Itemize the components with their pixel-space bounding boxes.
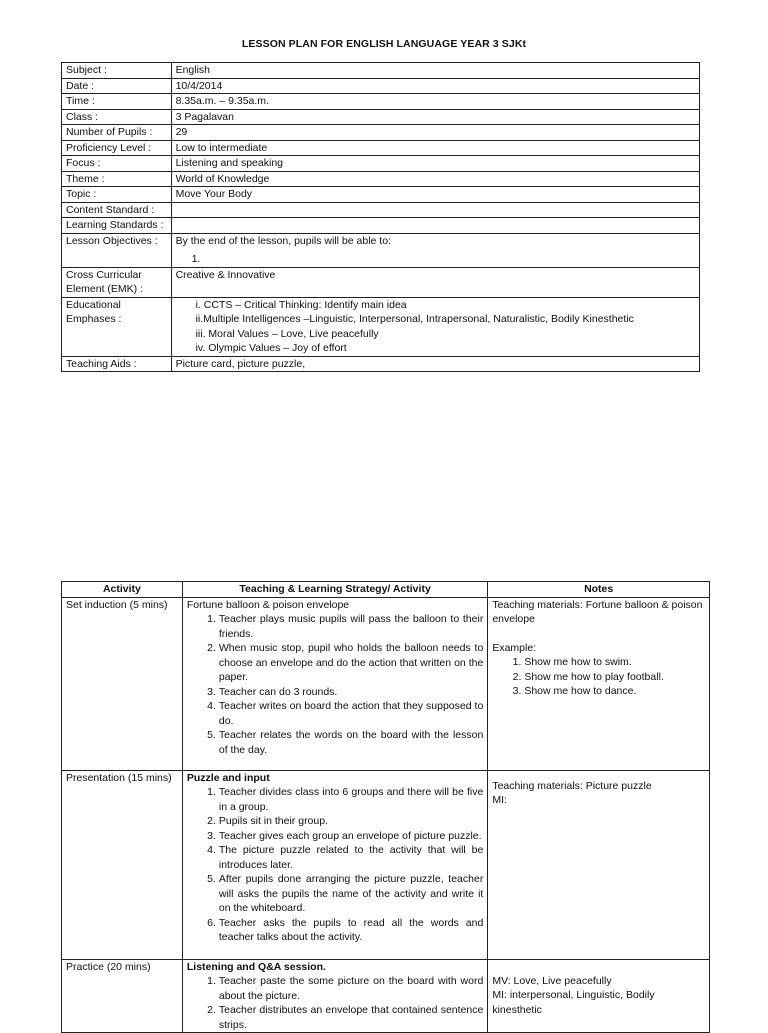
info-row-topic bbox=[62, 187, 700, 203]
strategy-cell bbox=[182, 770, 487, 959]
info-label: Learning Standards : bbox=[62, 218, 172, 234]
emphasis-item: iv. Olympic Values – Joy of effort bbox=[195, 342, 347, 354]
info-label: Number of Pupils : bbox=[62, 125, 172, 141]
lesson-plan-table bbox=[61, 581, 710, 1033]
info-row-objectives bbox=[62, 233, 700, 267]
info-row-focus bbox=[62, 156, 700, 172]
info-row-subject bbox=[62, 63, 700, 79]
plan-header-row bbox=[62, 582, 710, 598]
plan-row-presentation bbox=[62, 770, 710, 959]
info-label: Class : bbox=[62, 109, 172, 125]
strategy-step: 4. The picture puzzle related to the activity that will be introduces later. bbox=[219, 843, 483, 872]
info-value: 29 bbox=[171, 125, 699, 141]
info-label-line: Cross Curricular bbox=[66, 268, 142, 281]
info-value bbox=[171, 233, 699, 267]
strategy-step: 3. Teacher can do 3 rounds. bbox=[219, 685, 483, 700]
info-label: Proficiency Level : bbox=[62, 140, 172, 156]
info-row-teaching-aids bbox=[62, 356, 700, 372]
notes-cell bbox=[488, 959, 710, 1033]
info-value: Move Your Body bbox=[171, 187, 699, 203]
strategy-step: 1. Teacher plays music pupils will pass the balloon to their friends. bbox=[219, 612, 483, 641]
info-value: Picture card, picture puzzle, bbox=[171, 356, 699, 372]
info-value bbox=[171, 202, 699, 218]
strategy-step: 1. Teacher divides class into 6 groups and there will be five in a group. bbox=[219, 785, 483, 814]
info-label: Lesson Objectives : bbox=[62, 233, 172, 267]
notes-text: MI: interpersonal, Linguistic, Bodily kinesthetic bbox=[492, 989, 655, 1016]
info-label-line: Educational bbox=[66, 298, 121, 311]
strategy-steps bbox=[187, 974, 483, 1032]
notes-text: Example: bbox=[492, 641, 537, 654]
activity-cell: Presentation (15 mins) bbox=[62, 770, 183, 959]
notes-example-item: 3. Show me how to dance. bbox=[524, 684, 705, 699]
info-value: World of Knowledge bbox=[171, 171, 699, 187]
info-value bbox=[171, 297, 699, 356]
strategy-step: 3. Teacher gives each group an envelope of picture puzzle. bbox=[219, 829, 483, 844]
info-row-emphases bbox=[62, 297, 700, 356]
info-row-theme bbox=[62, 171, 700, 187]
info-value: 10/4/2014 bbox=[171, 78, 699, 94]
info-label: Teaching Aids : bbox=[62, 356, 172, 372]
notes-cell bbox=[488, 597, 710, 770]
activity-cell: Practice (20 mins) bbox=[62, 959, 183, 1033]
header-activity: Activity bbox=[62, 582, 183, 598]
header-notes: Notes bbox=[488, 582, 710, 598]
emphasis-item: i. CCTS – Critical Thinking: Identify main idea bbox=[195, 298, 407, 311]
info-value: Low to intermediate bbox=[171, 140, 699, 156]
strategy-step: 2. Pupils sit in their group. bbox=[219, 814, 483, 829]
activity-cell: Set induction (5 mins) bbox=[62, 597, 183, 770]
strategy-cell bbox=[182, 959, 487, 1033]
emphasis-item: iii. Moral Values – Love, Live peacefully bbox=[195, 327, 379, 340]
info-row-learning-standards bbox=[62, 218, 700, 234]
strategy-title: Listening and Q&A session. bbox=[186, 960, 326, 973]
info-value: Listening and speaking bbox=[171, 156, 699, 172]
notes-example-item: 1. Show me how to swim. bbox=[524, 655, 705, 670]
objective-item: 1. bbox=[191, 253, 201, 265]
info-row-content-standard bbox=[62, 202, 700, 218]
info-row-time bbox=[62, 94, 700, 110]
notes-cell bbox=[488, 770, 710, 959]
objectives-intro: By the end of the lesson, pupils will be able to: bbox=[175, 234, 391, 247]
strategy-step: 2. When music stop, pupil who holds the balloon needs to choose an envelope and do the action that written on the paper. bbox=[219, 641, 483, 685]
info-label: Content Standard : bbox=[62, 202, 172, 218]
info-row-pupils bbox=[62, 125, 700, 141]
info-label: Focus : bbox=[62, 156, 172, 172]
info-label: Theme : bbox=[62, 171, 172, 187]
info-label bbox=[62, 267, 172, 297]
notes-example-item: 2. Show me how to play football. bbox=[524, 670, 705, 685]
info-value: 3 Pagalavan bbox=[171, 109, 699, 125]
info-value: 8.35a.m. – 9.35a.m. bbox=[171, 94, 699, 110]
notes-text: Teaching materials: Picture puzzle bbox=[492, 779, 652, 792]
info-label: Subject : bbox=[62, 63, 172, 79]
notes-text: Teaching materials: Fortune balloon & poison envelope bbox=[492, 598, 703, 625]
strategy-step: 5. After pupils done arranging the picture puzzle, teacher will asks the pupils the name of the activity and write it on the whiteboard. bbox=[219, 872, 483, 916]
page-title: LESSON PLAN FOR ENGLISH LANGUAGE YEAR 3 SJKt bbox=[241, 38, 527, 50]
info-row-class bbox=[62, 109, 700, 125]
info-row-date bbox=[62, 78, 700, 94]
notes-examples bbox=[492, 655, 705, 699]
header-strategy: Teaching & Learning Strategy/ Activity bbox=[182, 582, 487, 598]
strategy-steps bbox=[187, 785, 483, 945]
info-value: English bbox=[171, 63, 699, 79]
strategy-cell bbox=[182, 597, 487, 770]
info-label bbox=[62, 297, 172, 356]
notes-text: MI: bbox=[492, 794, 507, 806]
info-value: Creative & Innovative bbox=[171, 267, 699, 297]
lesson-info-table bbox=[61, 62, 700, 372]
strategy-steps bbox=[187, 612, 483, 757]
info-label: Time : bbox=[62, 94, 172, 110]
strategy-title: Puzzle and input bbox=[186, 771, 270, 784]
plan-row-practice bbox=[62, 959, 710, 1033]
info-value bbox=[171, 218, 699, 234]
notes-text: MV: Love, Live peacefully bbox=[492, 974, 612, 987]
info-label-line: Emphases : bbox=[66, 313, 122, 325]
strategy-step: 4. Teacher writes on board the action that they supposed to do. bbox=[219, 699, 483, 728]
plan-row-set-induction bbox=[62, 597, 710, 770]
strategy-step: 2. Teacher distributes an envelope that contained sentence strips. bbox=[219, 1003, 483, 1032]
info-label-line: Element (EMK) : bbox=[66, 283, 144, 295]
strategy-step: 5. Teacher relates the words on the board with the lesson of the day. bbox=[219, 728, 483, 757]
info-row-cross-curricular bbox=[62, 267, 700, 297]
emphasis-item: ii.Multiple Intelligences –Linguistic, Interpersonal, Intrapersonal, Naturalistic, Bodily Kinesthetic bbox=[195, 313, 634, 325]
info-label: Date : bbox=[62, 78, 172, 94]
strategy-step: 1. Teacher paste the some picture on the board with word about the picture. bbox=[219, 974, 483, 1003]
info-row-proficiency bbox=[62, 140, 700, 156]
info-label: Topic : bbox=[62, 187, 172, 203]
strategy-step: 6. Teacher asks the pupils to read all the words and teacher talks about the activity. bbox=[219, 916, 483, 945]
strategy-title: Fortune balloon & poison envelope bbox=[186, 598, 350, 611]
